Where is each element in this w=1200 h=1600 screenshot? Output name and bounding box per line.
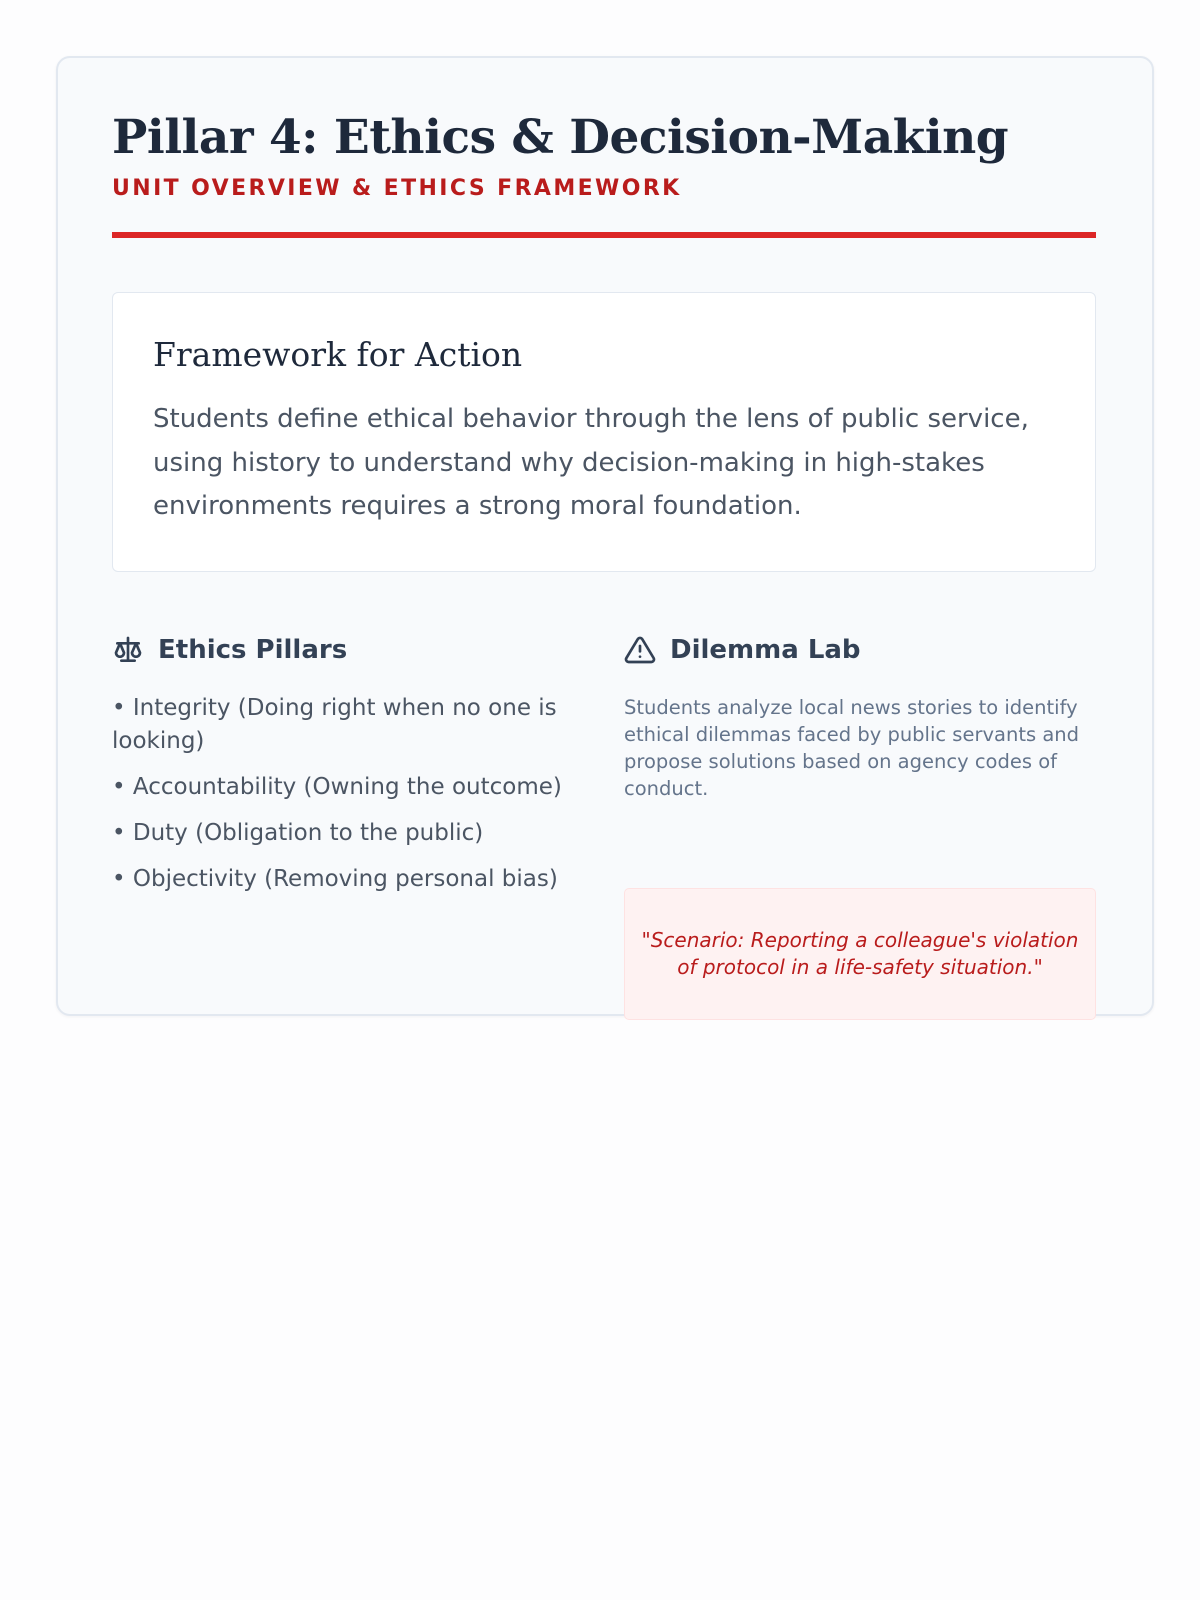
list-item: • Integrity (Doing right when no one is looking) <box>112 695 557 754</box>
dilemma-lab-heading: Dilemma Lab <box>670 635 861 665</box>
framework-body: Students define ethical behavior through the lens of public service, using history to understand why decision-making in high-stakes environments requires a strong moral foundation. <box>153 404 1029 521</box>
list-item: • Accountability (Owning the outcome) <box>112 774 562 800</box>
title-divider <box>112 232 1096 238</box>
ethics-pillars-list <box>112 692 572 896</box>
ethics-pillars-header <box>112 630 572 670</box>
scale-icon <box>112 634 144 666</box>
unit-card <box>56 56 1154 1016</box>
dilemma-lab-description: Students analyze local news stories to identify ethical dilemmas faced by public servants and propose solutions based on agency codes of conduct. <box>624 696 1080 800</box>
ethics-pillars-section <box>112 630 572 909</box>
scenario-callout <box>624 888 1096 1020</box>
framework-panel <box>112 292 1096 572</box>
scenario-text: "Scenario: Reporting a colleague's violation of protocol in a life-safety situation." <box>641 928 1079 979</box>
list-item: • Duty (Obligation to the public) <box>112 820 484 846</box>
ethics-pillars-heading: Ethics Pillars <box>158 635 348 665</box>
warning-triangle-icon <box>624 634 656 666</box>
page-subtitle: UNIT OVERVIEW & ETHICS FRAMEWORK <box>112 176 682 201</box>
page-title: Pillar 4: Ethics & Decision-Making <box>112 110 1009 165</box>
dilemma-lab-header <box>624 630 1096 670</box>
dilemma-lab-section <box>624 630 1096 979</box>
list-item: • Objectivity (Removing personal bias) <box>112 866 558 892</box>
framework-heading: Framework for Action <box>153 335 523 374</box>
